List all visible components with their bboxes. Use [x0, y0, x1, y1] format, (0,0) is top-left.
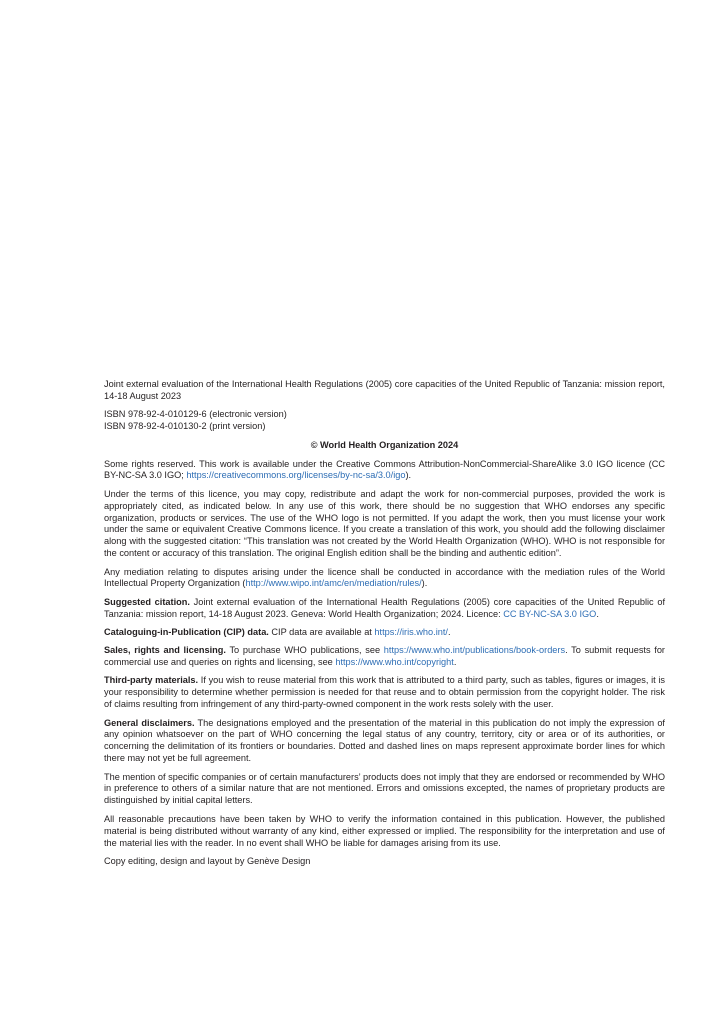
third-party-paragraph [104, 675, 665, 711]
cip-paragraph [104, 627, 665, 639]
wipo-link[interactable]: http://www.wipo.int/amc/en/mediation/rules/ [245, 578, 422, 589]
sales-paragraph [104, 645, 665, 669]
book-orders-link[interactable]: https://www.who.int/publications/book-orders [383, 645, 566, 656]
third-party-text: If you wish to reuse material from this work that is attributed to a third party, such as tables, figures or images, it is your responsibility to determine whether permission is needed for that reuse and to obtain permission from the copyright holder. The risk of claims resulting from infringement of any third-party-owned component in the work rests solely with the user. [104, 675, 665, 710]
precautions-paragraph: All reasonable precautions have been taken by WHO to verify the information contained in this publication. However, the published material is being distributed without warranty of any kind, either expressed or implied. The responsibility for the interpretation and use of the material lies with the reader. In no event shall WHO be liable for damages arising from its use. [104, 813, 665, 848]
companies-paragraph: The mention of specific companies or of certain manufacturers’ products does not imply that they are endorsed or recommended by WHO in preference to others of a similar nature that are not mentioned. Errors and omissions excepted, the names of proprietary products are distinguished by initial capital letters. [104, 771, 665, 806]
cip-text: CIP data are available at [268, 626, 375, 637]
citation-paragraph [104, 597, 665, 621]
isbn-print: ISBN 978-92-4-010130-2 (print version) [104, 421, 266, 432]
isbn-block [104, 409, 665, 433]
licence-link[interactable]: https://creativecommons.org/licenses/by-nc-sa/3.0/igo [186, 470, 406, 481]
terms-paragraph: Under the terms of this licence, you may copy, redistribute and adapt the work for non-commercial purposes, provided the work is appropriately cited, as indicated below. In any use of this work, there should be no suggestion that WHO endorses any specific organization, products or services. The use of the WHO logo is not permitted. If you adapt the work, then you must license your work under the same or equivalent Creative Commons licence. If you create a translation of this work, you should add the following disclaimer along with the suggested citation: “This translation was not created by the World Health Organization (WHO). WHO is not responsible for the content or accuracy of this translation. The original English edition shall be the binding and authentic edition”. [104, 488, 665, 559]
disclaimers-paragraph [104, 718, 665, 766]
rights-text: Some rights reserved. This work is available under the Creative Commons Attribution-NonCommercial-ShareAlike 3.0 IGO licence (CC BY-NC-SA 3.0 IGO; [104, 458, 665, 481]
sales-middle: . To submit requests for commercial use and queries on rights and licensing, see [104, 645, 665, 668]
rights-paragraph [104, 459, 665, 483]
sales-label: Sales, rights and licensing. [104, 645, 226, 656]
citation-label: Suggested citation. [104, 596, 190, 607]
iris-link[interactable]: https://iris.who.int/ [374, 626, 448, 637]
rights-after: ). [405, 470, 412, 481]
copyright-notice: © World Health Organization 2024 [310, 439, 459, 450]
mediation-text: Any mediation relating to disputes arising under the licence shall be conducted in accordance with the mediation rules of the World Intellectual Property Organization ( [104, 566, 665, 589]
publication-title: Joint external evaluation of the International Health Regulations (2005) core capacities of the United Republic of Tanzania: mission report, 14-18 August 2023 [104, 379, 665, 401]
cip-after: . [447, 626, 451, 637]
citation-licence-link[interactable]: CC BY-NC-SA 3.0 IGO [503, 608, 597, 619]
disclaimers-text: The designations employed and the presentation of the material in this publication do not imply the expression of any opinion whatsoever on the part of WHO concerning the legal status of any country, territory, city or area or of its authorities, or concerning the delimitation of its frontiers or boundaries. Dotted and dashed lines on maps represent approximate border lines for which there may not yet be full agreement. [104, 717, 665, 764]
sales-after: . [453, 657, 457, 668]
mediation-paragraph [104, 567, 665, 591]
copyright-page-text [104, 379, 665, 874]
cip-label: Cataloguing-in-Publication (CIP) data. [104, 626, 269, 637]
mediation-after: ). [421, 578, 428, 589]
third-party-label: Third-party materials. [104, 675, 199, 686]
disclaimers-label: General disclaimers. [104, 717, 195, 728]
copyright-link[interactable]: https://www.who.int/copyright [335, 657, 454, 668]
citation-after: . [596, 608, 599, 619]
credits-line: Copy editing, design and layout by Genève Design [104, 855, 311, 866]
isbn-electronic: ISBN 978-92-4-010129-6 (electronic version) [104, 409, 287, 420]
sales-text: To purchase WHO publications, see [225, 645, 384, 656]
citation-text: Joint external evaluation of the International Health Regulations (2005) core capacities of the United Republic of Tanzania: mission report, 14-18 August 2023. Geneva: World Health Organization; 2024. Licence: [104, 596, 665, 619]
